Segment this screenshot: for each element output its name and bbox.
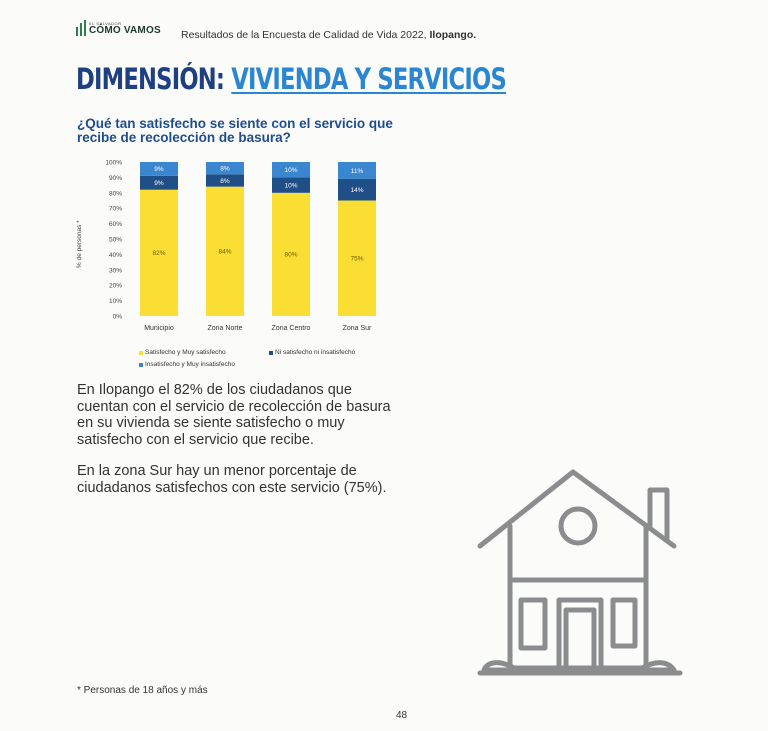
legend-item-insatisfecho xyxy=(139,361,235,368)
y-tick-label: 100% xyxy=(105,159,122,167)
logo xyxy=(76,20,161,36)
y-tick-label: 90% xyxy=(108,174,122,182)
footnote: * Personas de 18 años y más xyxy=(77,685,208,696)
city-name: Ilopango. xyxy=(429,29,477,41)
legend-swatch-insatisfecho xyxy=(139,363,143,367)
data-label: 82% xyxy=(152,250,166,258)
data-label: 75% xyxy=(350,255,364,263)
paragraph-zona-sur: En la zona Sur hay un menor porcentaje de ciudadanos satisfechos con este servicio (75%). xyxy=(77,463,387,496)
x-tick-label: Zona Sur xyxy=(342,325,372,332)
house-icon xyxy=(474,468,704,690)
y-tick-label: 80% xyxy=(108,190,122,198)
logo-name: CÓMO VAMOS xyxy=(89,25,161,36)
y-tick-label: 0% xyxy=(112,313,122,321)
page-number: 48 xyxy=(396,710,408,721)
x-tick-label: Municipio xyxy=(144,325,174,332)
data-label: 8% xyxy=(220,165,230,173)
legend-label-neutral: Ni satisfecho ni insatisfecho xyxy=(275,349,356,356)
y-tick-label: 10% xyxy=(108,298,122,306)
logo-small-text: EL SALVADOR xyxy=(89,21,122,26)
legend-item-neutral xyxy=(269,349,355,356)
legend-item-satisfecho xyxy=(139,349,226,356)
x-tick-label: Zona Centro xyxy=(271,325,311,332)
stacked-bar-chart xyxy=(96,156,396,346)
y-tick-label: 20% xyxy=(108,282,122,290)
y-tick-label: 60% xyxy=(108,221,122,229)
chart-ylabel: % de personas * xyxy=(76,220,83,268)
y-tick-label: 40% xyxy=(108,251,122,259)
y-tick-label: 50% xyxy=(108,236,122,244)
chart-title: ¿Qué tan satisfecho se siente con el servicio que recibe de recolección de basura? xyxy=(77,116,393,145)
paragraph-summary: En Ilopango el 82% de los ciudadanos que cuentan con el servicio de recolección de basura en su vivienda se siente satisfecho o muy satisfecho con el servicio que recibe. xyxy=(77,382,391,448)
legend-label-satisfecho: Satisfecho y Muy satisfecho xyxy=(145,349,226,356)
x-tick-label: Zona Norte xyxy=(207,325,243,332)
y-tick-label: 70% xyxy=(108,205,122,213)
title-section: VIVIENDA Y SERVICIOS xyxy=(231,62,506,96)
data-label: 11% xyxy=(350,167,364,175)
logo-bars-icon xyxy=(76,20,86,36)
page-title xyxy=(76,62,506,96)
data-label: 9% xyxy=(154,180,164,188)
y-tick-label: 30% xyxy=(108,267,122,275)
header-text xyxy=(181,29,476,41)
legend-swatch-neutral xyxy=(269,351,273,355)
data-label: 10% xyxy=(284,182,298,190)
legend-swatch-satisfecho xyxy=(139,351,143,355)
data-label: 14% xyxy=(350,187,364,195)
data-label: 80% xyxy=(284,251,298,259)
data-label: 84% xyxy=(218,248,232,256)
survey-text: Resultados de la Encuesta de Calidad de Vida 2022, xyxy=(181,29,430,41)
data-label: 9% xyxy=(154,166,164,174)
data-label: 8% xyxy=(220,177,230,185)
legend-label-insatisfecho: Insatisfecho y Muy insatisfecho xyxy=(145,361,235,368)
data-label: 10% xyxy=(284,167,298,174)
title-dimension: DIMENSIÓN: xyxy=(76,62,232,96)
